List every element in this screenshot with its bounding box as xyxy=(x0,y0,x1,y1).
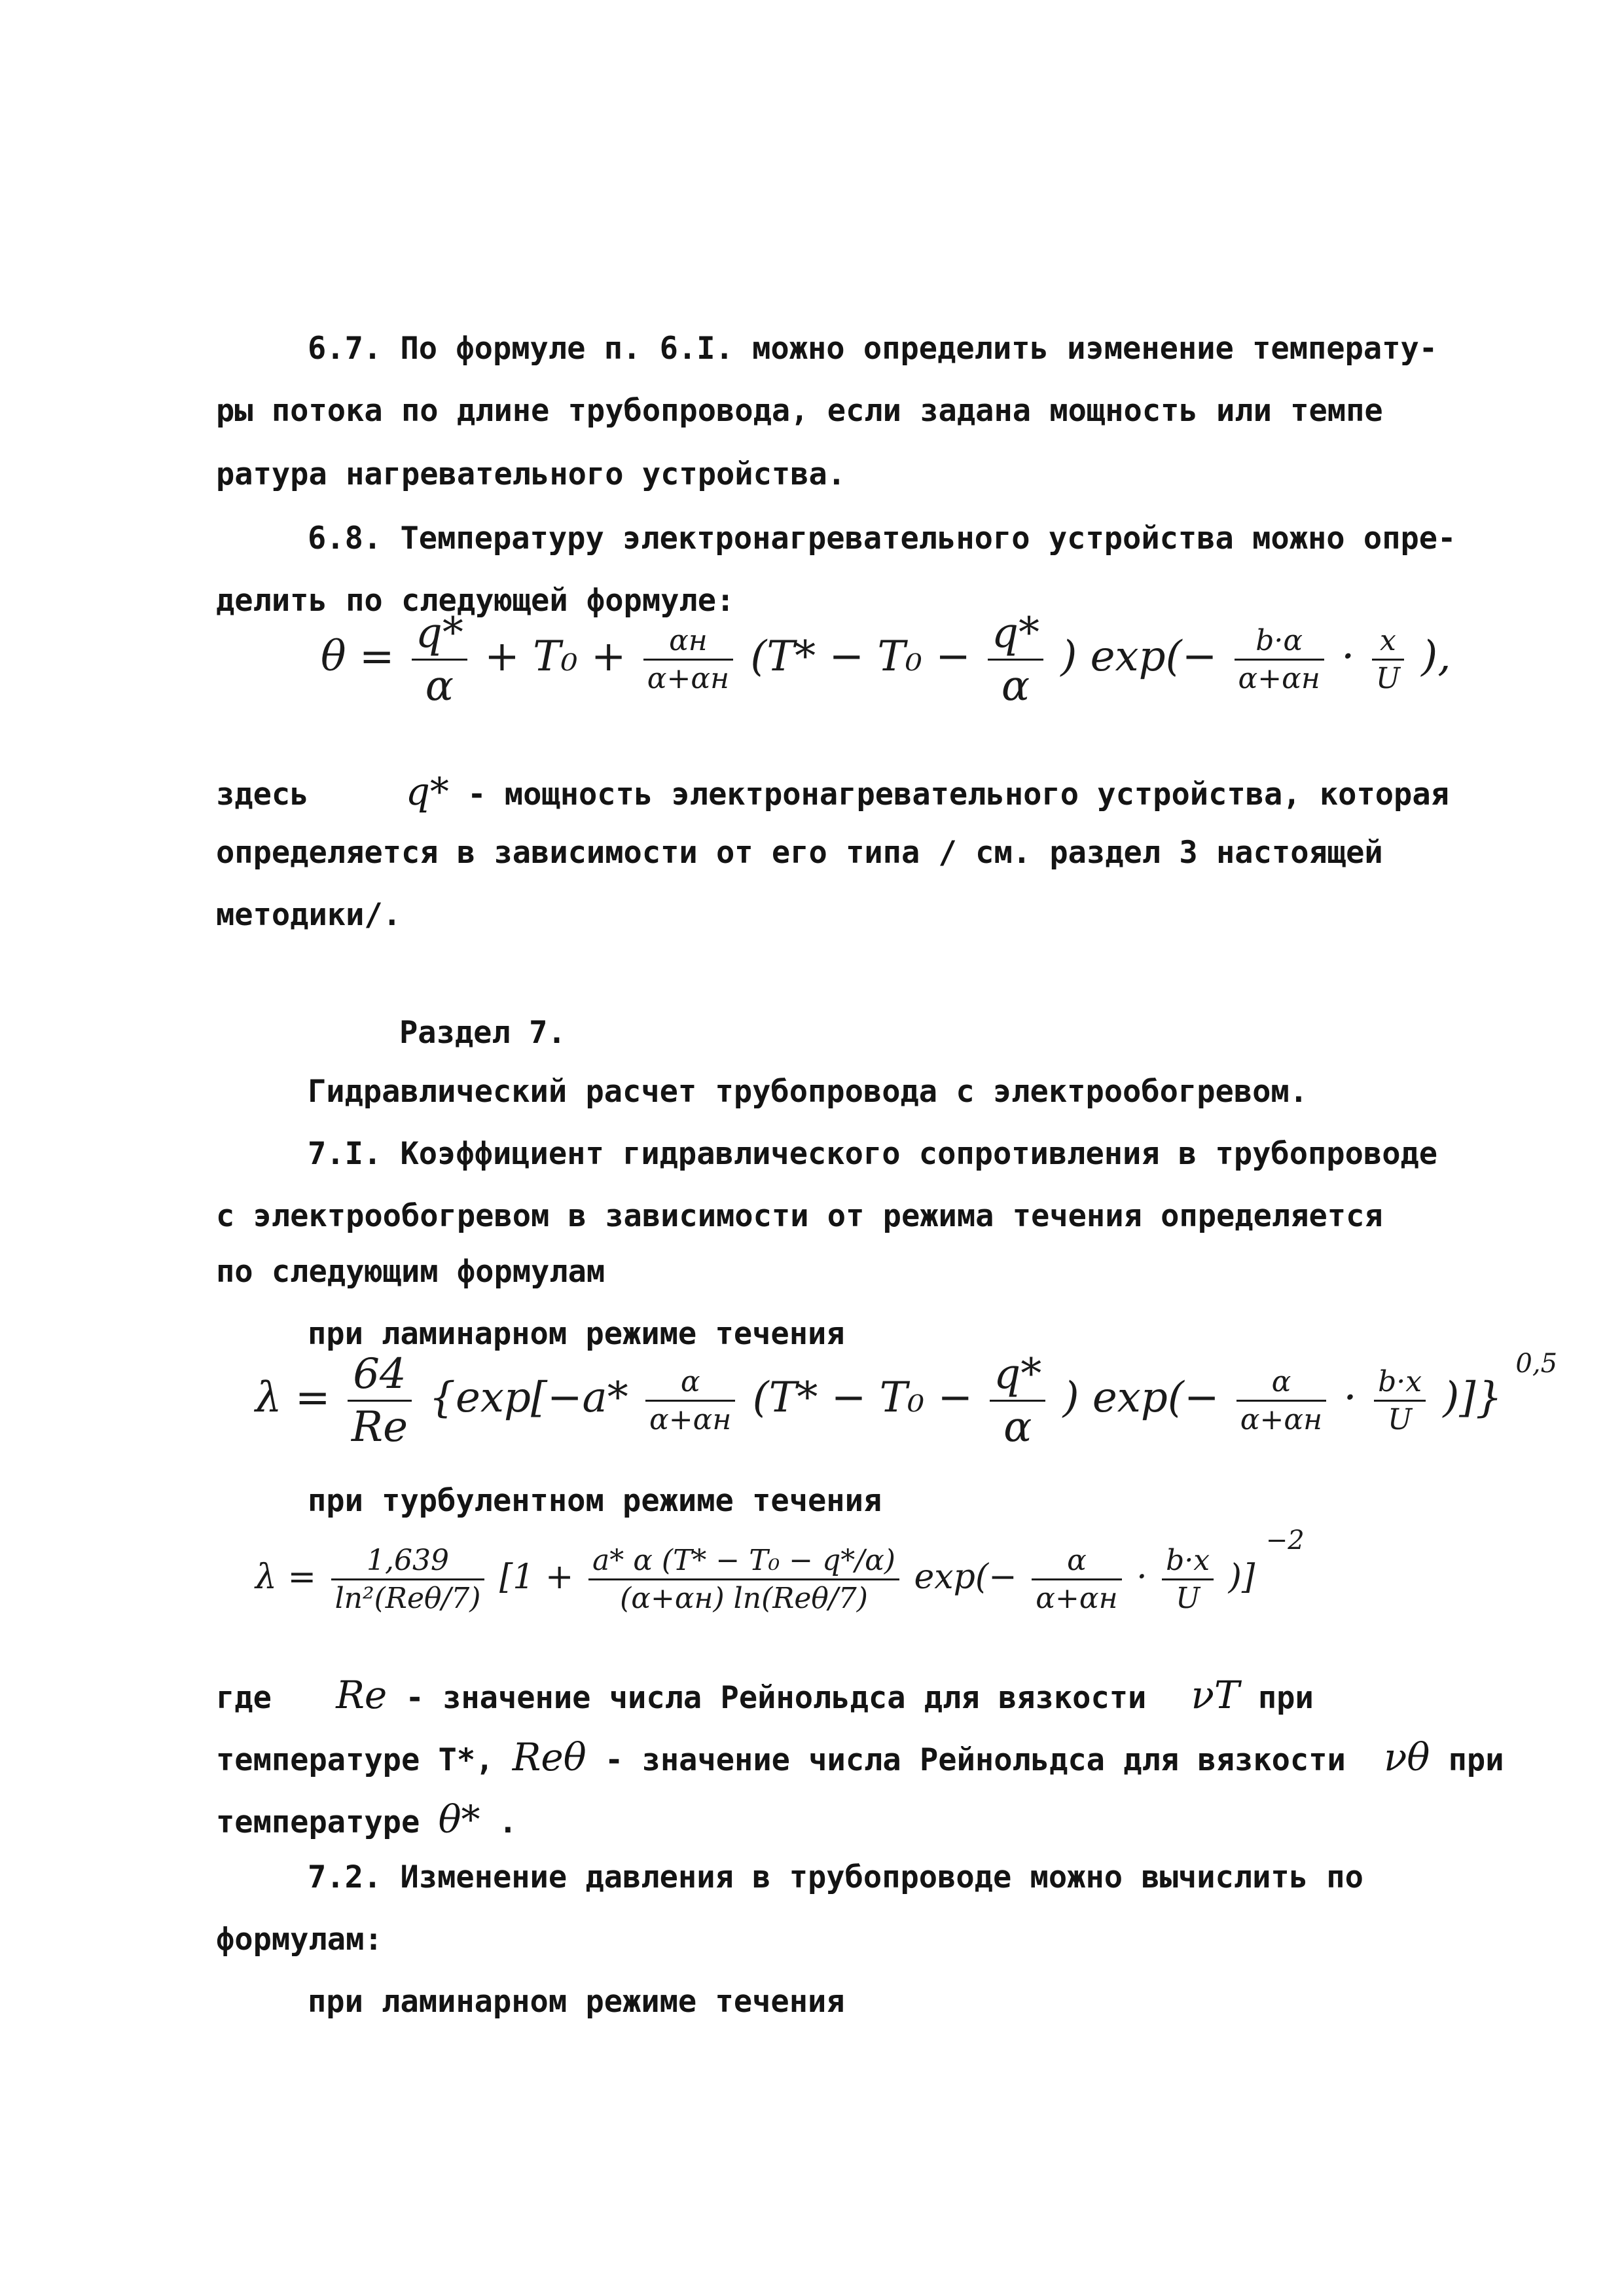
fraction-bx-u xyxy=(1162,1544,1214,1615)
formula-exp: exp(− xyxy=(914,1558,1017,1597)
laminar-label-2: при ламинарном режиме течения xyxy=(308,1984,845,2020)
frac-numerator: α xyxy=(680,1365,700,1398)
fraction-q-alpha-2 xyxy=(988,609,1043,710)
laminar-label: при ламинарном режиме течения xyxy=(308,1316,845,1352)
formula-power: 0,5 xyxy=(1515,1349,1558,1379)
re-theta-symbol: Reθ xyxy=(512,1735,586,1779)
where-word: где xyxy=(216,1680,272,1716)
where-line-2 xyxy=(216,1735,1504,1779)
frac-denominator: α+αн xyxy=(1236,1400,1326,1436)
formula-turbulent xyxy=(255,1525,1305,1615)
frac-numerator: x xyxy=(1379,624,1396,657)
frac-numerator: 1,639 xyxy=(367,1544,449,1577)
paragraph-6-7-line-2: ры потока по длине трубопровода, если задана мощность или темпе xyxy=(216,393,1383,429)
formula-open: [1 + xyxy=(499,1558,574,1597)
here-text: - мощность электронагревательного устройства, которая xyxy=(467,776,1449,812)
frac-denominator: U xyxy=(1162,1578,1214,1615)
frac-denominator: U xyxy=(1372,659,1404,695)
fraction-main xyxy=(588,1544,899,1615)
paragraph-6-7-line-1: 6.7. По формуле п. 6.I. можно определить иэменение температу- xyxy=(308,331,1438,367)
formula-laminar xyxy=(255,1349,1557,1451)
paragraph-7-1-line-3: по следующим формулам xyxy=(216,1254,605,1290)
frac-denominator: (α+αн) ln(Reθ/7) xyxy=(588,1578,899,1615)
fraction-alpha xyxy=(1032,1544,1121,1615)
fraction-alpha-2 xyxy=(1236,1365,1326,1436)
frac-numerator: b·α xyxy=(1255,624,1303,657)
fraction-bx-u xyxy=(1374,1365,1426,1436)
frac-denominator: α xyxy=(988,659,1043,710)
formula-theta xyxy=(321,609,1451,710)
formula-lhs: λ = xyxy=(255,1374,331,1422)
where-line-3 xyxy=(216,1797,517,1842)
formula-t0-term: + T₀ + xyxy=(484,632,626,681)
formula-exp: ) exp(− xyxy=(1062,1374,1219,1422)
frac-numerator: 64 xyxy=(353,1350,406,1398)
formula-close: )] xyxy=(1228,1558,1255,1597)
frac-denominator: α xyxy=(412,659,467,710)
where-period: . xyxy=(498,1804,518,1840)
where-temp-theta: температуре xyxy=(216,1804,420,1840)
fraction-b-alpha xyxy=(1235,624,1324,695)
fraction-1639 xyxy=(331,1544,485,1615)
formula-close: )]} xyxy=(1443,1374,1503,1422)
fraction-q-alpha xyxy=(412,609,467,710)
where-line-1 xyxy=(216,1673,1314,1717)
fraction-x-u xyxy=(1372,624,1404,695)
here-line-3: методики/. xyxy=(216,897,401,933)
frac-denominator: ln²(Reθ/7) xyxy=(331,1578,485,1615)
formula-exp-open: ) exp(− xyxy=(1060,632,1218,681)
here-line-2: определяется в зависимости от его типа / см. раздел 3 настоящей xyxy=(216,835,1383,871)
theta-star-symbol: θ* xyxy=(438,1797,480,1842)
frac-denominator: α+αн xyxy=(1032,1578,1121,1615)
formula-dot: · xyxy=(1341,632,1355,681)
q-star-symbol: q* xyxy=(405,769,449,814)
frac-denominator: α+αн xyxy=(1235,659,1324,695)
fraction-64-re xyxy=(348,1350,412,1451)
formula-paren: (T* − T₀ − xyxy=(750,632,971,681)
fraction-alpha xyxy=(645,1365,735,1436)
frac-numerator: b·x xyxy=(1166,1544,1210,1577)
frac-denominator: U xyxy=(1374,1400,1426,1436)
here-line-1 xyxy=(216,769,1449,814)
paragraph-6-7-line-3: ратура нагревательного устройства. xyxy=(216,456,846,492)
re-symbol: Re xyxy=(336,1673,388,1717)
where-tail-1: при xyxy=(1257,1680,1314,1716)
formula-lhs: λ = xyxy=(255,1558,317,1597)
fraction-q-alpha xyxy=(990,1350,1045,1451)
formula-dot: · xyxy=(1343,1374,1357,1422)
formula-theta-lhs: θ = xyxy=(321,632,395,681)
frac-denominator: α+αн xyxy=(643,659,733,695)
formula-paren: (T* − T₀ − xyxy=(752,1374,973,1422)
section-title: Раздел 7. xyxy=(399,1015,566,1051)
formula-body: {exp[−a* xyxy=(429,1374,642,1422)
frac-denominator: α xyxy=(990,1400,1045,1451)
formula-dot: · xyxy=(1136,1558,1147,1597)
paragraph-6-8-line-1: 6.8. Температуру электронагревательного устройства можно опре- xyxy=(308,520,1456,556)
turbulent-label: при турбулентном режиме течения xyxy=(308,1483,882,1519)
paragraph-7-2-line-2: формулам: xyxy=(216,1922,383,1958)
where-tail-2: при xyxy=(1448,1742,1504,1778)
frac-numerator: q* xyxy=(992,609,1039,657)
formula-power: −2 xyxy=(1265,1525,1305,1556)
frac-numerator: αн xyxy=(669,624,708,657)
frac-numerator: α xyxy=(1271,1365,1291,1398)
frac-denominator: α+αн xyxy=(645,1400,735,1436)
paragraph-7-2-line-1: 7.2. Изменение давления в трубопроводе можно вычислить по xyxy=(308,1859,1363,1895)
here-word: здесь xyxy=(216,776,309,812)
fraction-alpha-h xyxy=(643,624,733,695)
where-text-1: - значение числа Рейнольдса для вязкости xyxy=(405,1680,1147,1716)
section-subtitle: Гидравлический расчет трубопровода с электрообогревом. xyxy=(308,1074,1308,1110)
nu-t-symbol: νT xyxy=(1191,1673,1240,1717)
nu-theta-symbol: νθ xyxy=(1384,1735,1430,1779)
frac-numerator: q* xyxy=(994,1350,1042,1398)
frac-numerator: b·x xyxy=(1378,1365,1422,1398)
frac-numerator: a* α (T* − T₀ − q*/α) xyxy=(592,1544,895,1577)
paragraph-7-1-line-1: 7.I. Коэффициент гидравлического сопротивления в трубопроводе xyxy=(308,1136,1438,1172)
paragraph-7-1-line-2: с электрообогревом в зависимости от режима течения определяется xyxy=(216,1198,1383,1234)
frac-numerator: α xyxy=(1067,1544,1087,1577)
frac-denominator: Re xyxy=(348,1400,412,1451)
formula-tail: ), xyxy=(1421,632,1451,681)
where-temp-t: температуре T*, xyxy=(216,1742,494,1778)
where-text-2: - значение числа Рейнольдса для вязкости xyxy=(604,1742,1346,1778)
frac-numerator: q* xyxy=(415,609,463,657)
paragraph-6-8-line-2: делить по следующей формуле: xyxy=(216,583,735,619)
